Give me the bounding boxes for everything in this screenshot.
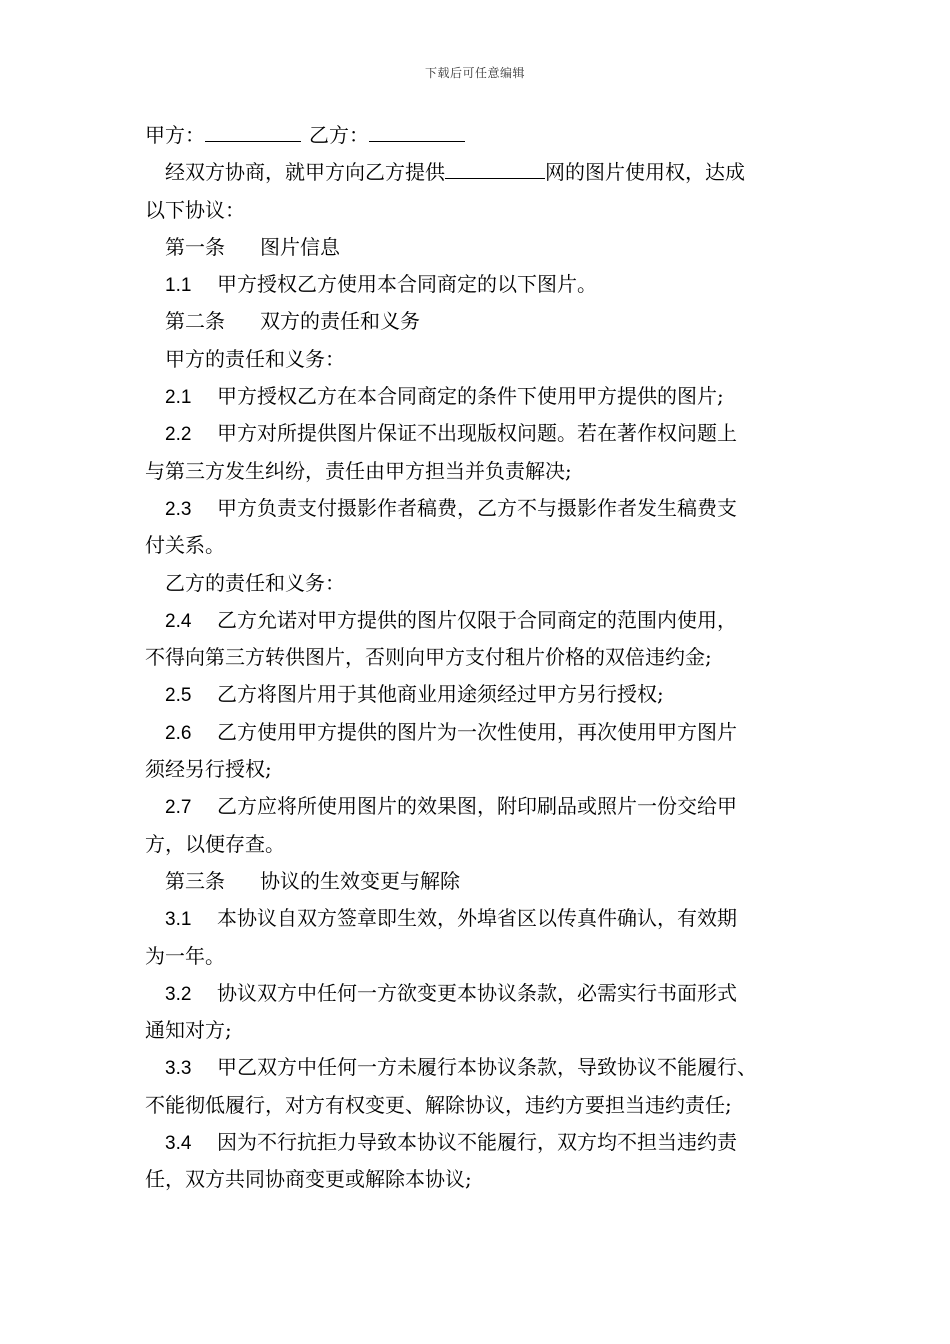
article-2-title: 双方的责任和义务 [260, 309, 420, 334]
party-a-duties-heading: 甲方的责任和义务： [165, 346, 345, 371]
clause-3-3 [145, 1049, 825, 1086]
clause-2-4 [145, 602, 825, 639]
article-3-title: 协议的生效变更与解除 [260, 868, 460, 893]
clause-number: 2.4 [165, 610, 192, 632]
clause-2-3-continued: 付关系。 [145, 533, 225, 558]
clause-text: 甲方负责支付摄影作者稿费，乙方不与摄影作者发生稿费支 [217, 495, 737, 520]
clause-text: 乙方使用甲方提供的图片为一次性使用，再次使用甲方图片 [217, 719, 737, 744]
clause-text: 甲方对所提供图片保证不出现版权问题。若在著作权问题上 [217, 421, 737, 446]
party-b-duties-heading: 乙方的责任和义务： [165, 570, 345, 595]
clause-2-2 [145, 415, 825, 452]
article-3-number: 第三条 [165, 868, 225, 893]
article-2-heading [145, 303, 825, 340]
clause-number: 3.1 [165, 909, 192, 931]
clause-3-2 [145, 975, 825, 1012]
intro-line-2: 以下协议： [145, 197, 245, 222]
clause-2-7-continued: 方，以便存查。 [145, 831, 285, 856]
clause-3-1 [145, 900, 825, 937]
clause-3-4-continued: 任，双方共同协商变更或解除本协议; [145, 1167, 472, 1192]
party-b-blank [369, 119, 465, 142]
clause-text: 乙方将图片用于其他商业用途须经过甲方另行授权; [217, 682, 664, 707]
party-a-label: 甲方： [145, 123, 205, 147]
party-b-label: 乙方： [309, 123, 369, 147]
clause-2-3 [145, 490, 825, 527]
clause-2-2-continued: 与第三方发生纠纷，责任由甲方担当并负责解决; [145, 458, 572, 483]
article-1-number: 第一条 [165, 234, 225, 259]
clause-2-4-continued: 不得向第三方转供图片，否则向甲方支付租片价格的双倍违约金; [145, 645, 712, 670]
website-blank [445, 156, 545, 179]
clause-number: 2.3 [165, 498, 192, 520]
clause-1-1 [145, 266, 825, 303]
clause-text: 本协议自双方签章即生效，外埠省区以传真件确认，有效期 [217, 906, 737, 931]
article-3-heading [145, 863, 825, 900]
clause-2-5 [145, 676, 825, 713]
party-a-blank [205, 119, 301, 142]
clause-number: 2.5 [165, 685, 192, 707]
clause-number: 3.2 [165, 983, 192, 1005]
clause-2-1 [145, 378, 825, 415]
clause-3-2-continued: 通知对方; [145, 1018, 232, 1043]
clause-text: 因为不行抗拒力导致本协议不能履行，双方均不担当违约责 [217, 1130, 737, 1155]
clause-3-1-continued: 为一年。 [145, 943, 225, 968]
page-header-note: 下载后可任意编辑 [424, 66, 525, 80]
intro-part-2: 网的图片使用权，达成 [545, 160, 745, 185]
clause-number: 2.7 [165, 797, 192, 819]
clause-number: 2.6 [165, 722, 192, 744]
clause-text: 协议双方中任何一方欲变更本协议条款，必需实行书面形式 [217, 980, 737, 1005]
clause-number: 1.1 [165, 275, 192, 297]
article-2-number: 第二条 [165, 309, 225, 334]
clause-2-6-continued: 须经另行授权; [145, 757, 272, 782]
clause-number: 2.2 [165, 424, 192, 446]
clause-text: 甲方授权乙方使用本合同商定的以下图片。 [217, 272, 597, 297]
clause-text: 甲方授权乙方在本合同商定的条件下使用甲方提供的图片; [217, 384, 724, 409]
contract-body [145, 117, 825, 1199]
clause-3-3-continued: 不能彻低履行，对方有权变更、解除协议，违约方要担当违约责任; [145, 1092, 732, 1117]
clause-2-6 [145, 714, 825, 751]
clause-text: 乙方允诺对甲方提供的图片仅限于合同商定的范围内使用， [217, 607, 737, 632]
clause-text: 甲乙双方中任何一方未履行本协议条款，导致协议不能履行、 [217, 1055, 757, 1080]
clause-3-4 [145, 1124, 825, 1161]
intro-part-1: 经双方协商，就甲方向乙方提供 [165, 160, 445, 185]
parties-line [145, 117, 825, 154]
clause-2-7 [145, 788, 825, 825]
article-1-title: 图片信息 [260, 234, 340, 259]
clause-number: 2.1 [165, 387, 192, 409]
clause-number: 3.3 [165, 1058, 192, 1080]
clause-number: 3.4 [165, 1133, 192, 1155]
clause-text: 乙方应将所使用图片的效果图，附印刷品或照片一份交给甲 [217, 794, 737, 819]
intro-line-1 [145, 154, 825, 191]
article-1-heading [145, 229, 825, 266]
